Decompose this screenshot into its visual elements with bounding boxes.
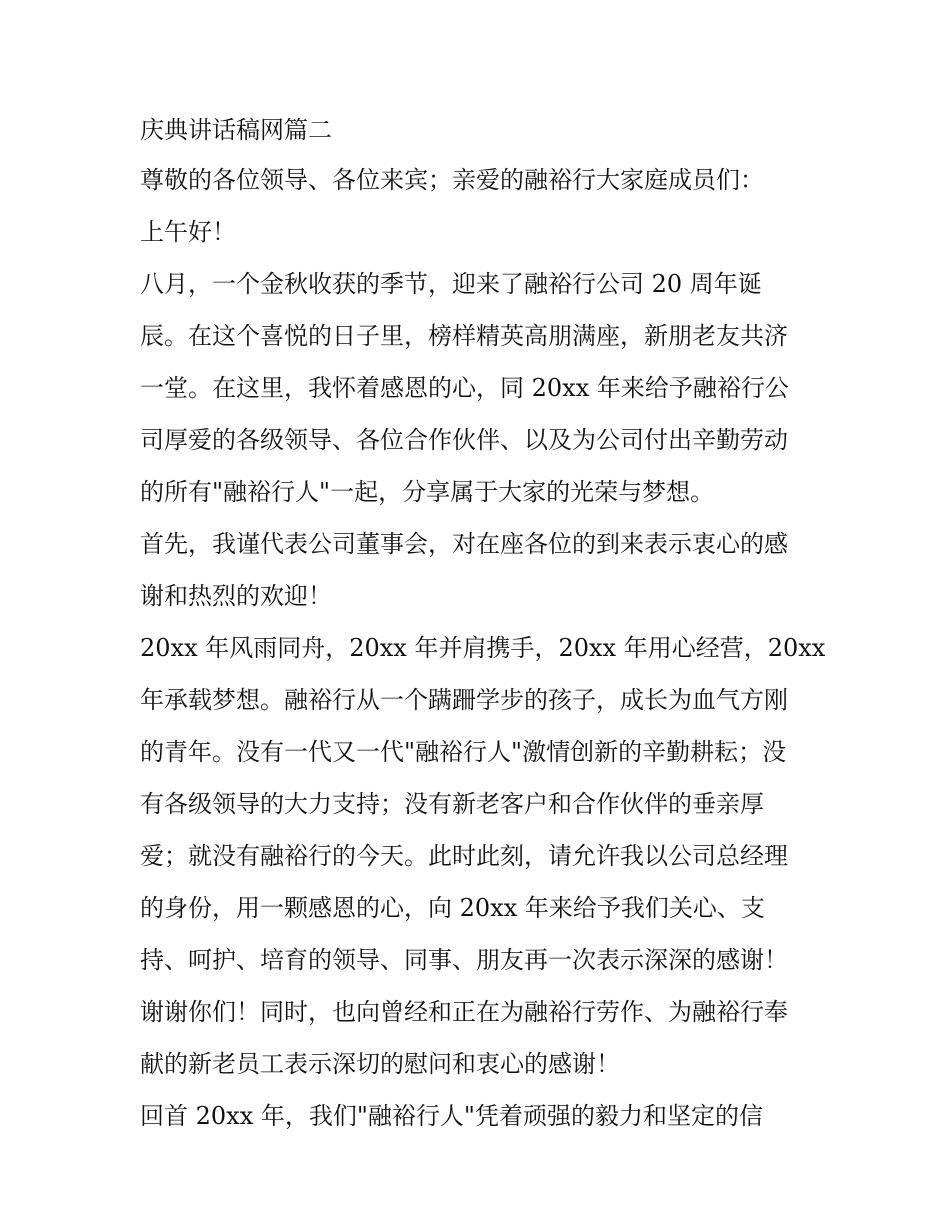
text-line: 八月，一个金秋收获的季节，迎来了融裕行公司 20 周年诞	[140, 270, 762, 298]
text-line: 的身份，用一颗感恩的心，向 20xx 年来给予我们关心、支	[140, 894, 765, 922]
text-line: 年承载梦想。融裕行从一个蹒跚学步的孩子，成长为血气方刚	[140, 686, 788, 714]
text-line: 献的新老员工表示深切的慰问和衷心的感谢！	[140, 1050, 620, 1078]
text-line: 的青年。没有一代又一代"融裕行人"激情创新的辛勤耕耘；没	[140, 738, 787, 766]
text-line: 持、呵护、培育的领导、同事、朋友再一次表示深深的感谢！	[140, 946, 788, 974]
paragraph-welcome	[140, 518, 820, 622]
text-line: 尊敬的各位领导、各位来宾；亲爱的融裕行大家庭成员们：	[140, 166, 764, 194]
document-title: 庆典讲话稿网篇二	[140, 116, 332, 144]
text-line: 司厚爱的各级领导、各位合作伙伴、以及为公司付出辛勤劳动	[140, 426, 788, 454]
text-line: 爱；就没有融裕行的今天。此时此刻，请允许我以公司总经理	[140, 842, 788, 870]
text-line: 首先，我谨代表公司董事会，对在座各位的到来表示衷心的感	[140, 530, 788, 558]
text-line: 谢谢你们！同时，也向曾经和正在为融裕行劳作、为融裕行奉	[140, 998, 788, 1026]
paragraph-anniversary	[140, 258, 820, 518]
text-line: 20xx 年风雨同舟，20xx 年并肩携手，20xx 年用心经营，20xx	[140, 634, 826, 662]
text-line: 上午好！	[140, 218, 236, 246]
paragraph-salutation	[140, 154, 820, 206]
text-line: 有各级领导的大力支持；没有新老客户和合作伙伴的垂亲厚	[140, 790, 764, 818]
text-line: 的所有"融裕行人"一起，分享属于大家的光荣与梦想。	[140, 478, 715, 506]
text-line: 回首 20xx 年，我们"融裕行人"凭着顽强的毅力和坚定的信	[140, 1102, 763, 1130]
paragraph-review	[140, 1090, 820, 1142]
paragraph-thanks	[140, 622, 826, 1090]
paragraph-greeting	[140, 206, 820, 258]
text-line: 谢和热烈的欢迎！	[140, 582, 332, 610]
text-line: 一堂。在这里，我怀着感恩的心，同 20xx 年来给予融裕行公	[140, 374, 789, 402]
document-body	[140, 110, 826, 1142]
text-line: 辰。在这个喜悦的日子里，榜样精英高朋满座，新朋老友共济	[140, 322, 788, 350]
